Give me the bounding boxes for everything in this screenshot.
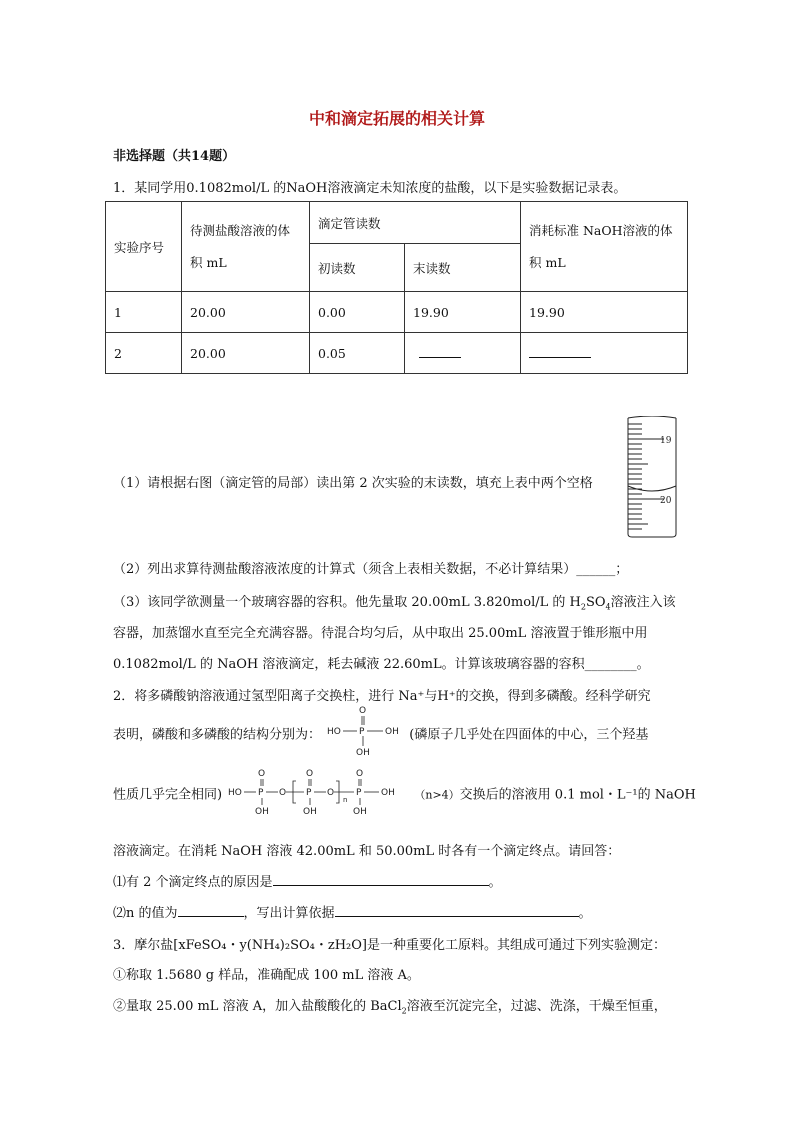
burette-drawing <box>624 416 684 540</box>
atom-o: O <box>306 769 314 779</box>
header-naoh <box>521 202 688 292</box>
text-run: 。 <box>488 875 502 890</box>
atom-ho: HO <box>228 788 243 798</box>
header-naoh-line1: 消耗标准 NaOH溶液的体 <box>529 222 673 238</box>
atom-o: O <box>258 769 266 779</box>
phosphoric-acid-structure <box>325 705 405 759</box>
text-run: SO <box>585 595 606 610</box>
atom-p: P <box>356 788 362 798</box>
atom-o: O <box>356 769 364 779</box>
q1-part1: （1）请根据右图（滴定管的局部）读出第 2 次实验的末读数，填充上表中两个空格 <box>113 476 593 491</box>
header-volume-line1: 待测盐酸溶液的体 <box>190 222 291 238</box>
q3-line1: 3．摩尔盐[xFeSO₄・y(NH₄)₂SO₄・zH₂O]是一种重要化工原料。其组成可通过下列实验测定： <box>113 938 666 953</box>
cell-index: 2 <box>106 333 182 374</box>
q1-intro: 1．某同学用0.1082mol/L 的NaOH溶液滴定未知浓度的盐酸，以下是实验数据记录表。 <box>113 181 627 196</box>
q1-part2: （2）列出求算待测盐酸溶液浓度的计算式（须含上表相关数据，不必计算结果）______； <box>113 562 629 577</box>
atom-p: P <box>258 788 264 798</box>
q1-part3-line2: 容器，加蒸馏水直至完全充满容器。待混合均匀后，从中取出 25.00mL 溶液置于锥形瓶中用 <box>113 626 648 641</box>
section-heading: 非选择题（共14题） <box>113 149 236 164</box>
subscript-n: n <box>343 796 348 804</box>
cell-index: 1 <box>106 292 182 333</box>
answer-blank[interactable] <box>529 345 591 358</box>
atom-oh: OH <box>303 807 318 817</box>
answer-blank[interactable] <box>273 873 489 886</box>
atom-oh: OH <box>385 727 400 737</box>
atom-o: O <box>359 706 367 716</box>
burette-top-rim <box>628 416 676 418</box>
cell-volume: 20.00 <box>182 333 310 374</box>
text-run: 交换后的溶液用 0.1 mol・L⁻¹的 NaOH <box>459 787 696 803</box>
q2-line1: 2．将多磷酸钠溶液通过氢型阳离子交换柱，进行 Na⁺与H⁺的交换，得到多磷酸。经科学研究 <box>113 689 651 704</box>
q2-sub2 <box>113 902 592 921</box>
cell-naoh: 19.90 <box>521 292 688 333</box>
cell-initial: 0.00 <box>310 292 405 333</box>
q1-part3-line3: 0.1082mol/L 的 NaOH 溶液滴定，耗去碱液 22.60mL。计算该玻璃容器的容积________。 <box>113 657 650 672</box>
text-run: ⑴有 2 个滴定终点的原因是 <box>113 875 273 890</box>
atom-oh: OH <box>356 748 371 758</box>
answer-blank[interactable] <box>419 345 461 358</box>
q2-line3 <box>113 769 696 817</box>
burette-label-19: 19 <box>660 436 672 446</box>
text-run: (磷原子几乎处在四面体的中心，三个羟基 <box>409 727 649 743</box>
header-reading: 滴定管读数 <box>310 202 521 244</box>
text-run: ②量取 25.00 mL 溶液 A，加入盐酸酸化的 BaCl <box>113 999 402 1014</box>
header-volume-line2: 积 mL <box>190 254 227 270</box>
subscript: 4 <box>605 602 611 612</box>
text-run: （n>4） <box>414 788 460 802</box>
cell-volume: 20.00 <box>182 292 310 333</box>
q3-line3 <box>113 995 667 1016</box>
q2-line2 <box>113 706 649 759</box>
burette-scale <box>628 424 664 529</box>
text-run: 。 <box>578 906 592 921</box>
header-initial: 初读数 <box>310 244 405 292</box>
subscript: 2 <box>401 1006 407 1016</box>
subscript: 2 <box>580 602 586 612</box>
q3-line2: ①称取 1.5680 g 样品，准确配成 100 mL 溶液 A。 <box>113 968 420 983</box>
atom-ho: HO <box>327 727 342 737</box>
text-run: 溶液注入该 <box>610 595 676 610</box>
cell-initial: 0.05 <box>310 333 405 374</box>
table-row <box>106 292 688 333</box>
burette-figure <box>624 416 684 544</box>
cell-naoh-blank[interactable] <box>521 333 688 374</box>
text-run: ⑵n 的值为 <box>113 906 178 921</box>
page-title: 中和滴定拓展的相关计算 <box>308 109 485 128</box>
q2-sub1 <box>113 871 502 890</box>
answer-blank[interactable] <box>335 904 579 917</box>
text-run: （3）该同学欲测量一个玻璃容器的容积。他先量取 20.00mL 3.820mol/L 的 H <box>113 595 581 610</box>
data-table <box>105 201 688 374</box>
atom-oh: OH <box>353 807 368 817</box>
q1-part3-line1 <box>113 591 676 612</box>
text-run: 溶液至沉淀完全，过滤、洗涤，干燥至恒重， <box>406 999 667 1014</box>
header-index: 实验序号 <box>106 202 182 292</box>
burette-label-20: 20 <box>660 496 672 506</box>
table-row <box>106 333 688 374</box>
atom-o: O <box>327 788 335 798</box>
atom-o: O <box>279 788 287 798</box>
q2-line4: 溶液滴定。在消耗 NaOH 溶液 42.00mL 和 50.00mL 时各有一个滴定终点。请回答： <box>113 844 621 859</box>
atom-oh: OH <box>381 788 396 798</box>
text-run: 性质几乎完全相同) <box>113 787 223 803</box>
atom-p: P <box>306 788 312 798</box>
atom-p: P <box>359 727 365 737</box>
header-final: 末读数 <box>405 244 521 292</box>
atom-oh: OH <box>255 807 270 817</box>
text-run: ，写出计算依据 <box>243 906 335 921</box>
cell-final-blank[interactable] <box>405 333 521 374</box>
polyphosphoric-acid-structure <box>226 769 410 817</box>
cell-final: 19.90 <box>405 292 521 333</box>
header-volume <box>182 202 310 292</box>
header-naoh-line2: 积 mL <box>529 254 566 270</box>
text-run: 表明，磷酸和多磷酸的结构分别为： <box>113 727 322 743</box>
answer-blank[interactable] <box>178 904 244 917</box>
